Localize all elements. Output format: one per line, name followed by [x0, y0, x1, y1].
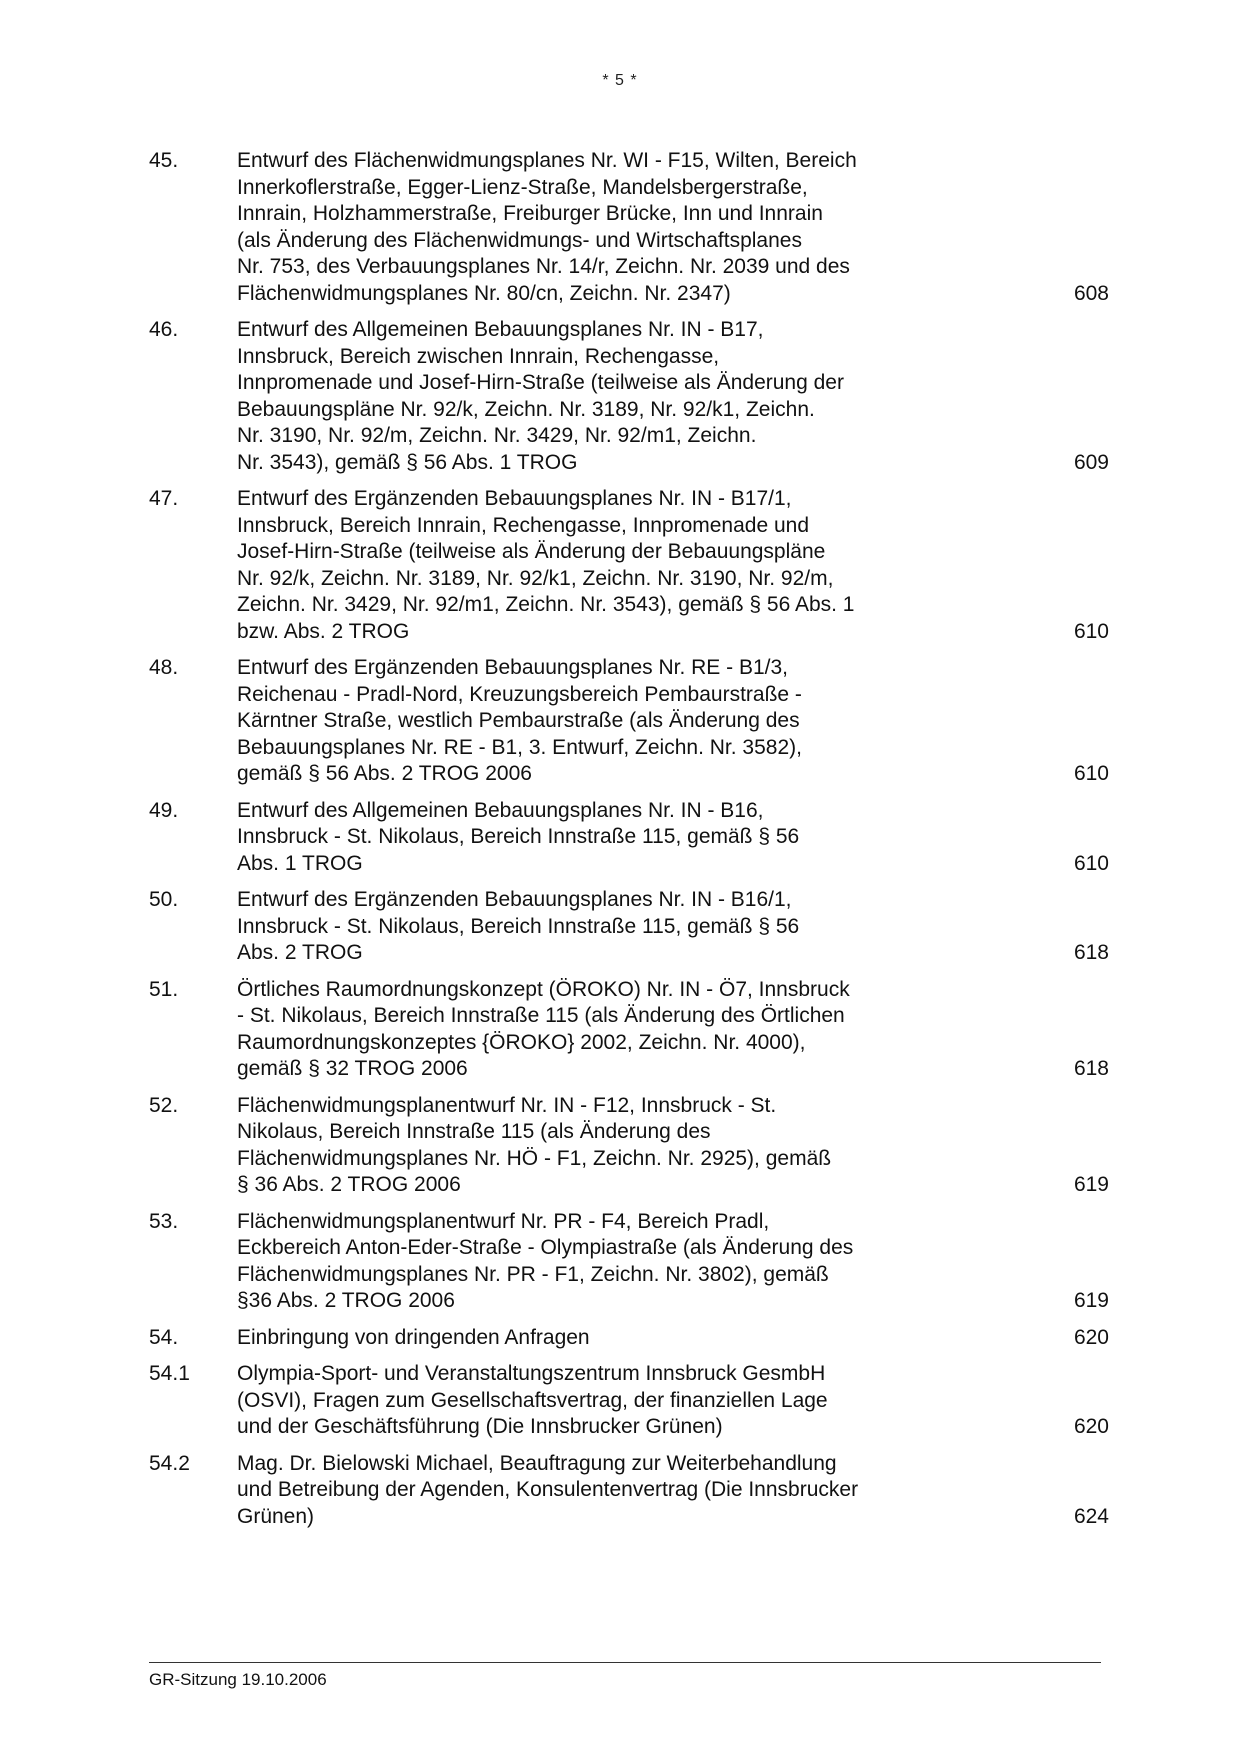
toc-entry — [149, 1325, 1109, 1352]
entry-text: Entwurf des Allgemeinen Bebauungsplanes Nr. IN - B16, Innsbruck - St. Nikolaus, Bereich Innstraße 115, gemäß § 56 Abs. 1 TROG — [237, 798, 800, 875]
entry-page: 620 — [1073, 1415, 1109, 1438]
toc-entry — [149, 1209, 1109, 1315]
entry-page: 610 — [1073, 619, 1109, 643]
entry-page: 610 — [1073, 851, 1109, 875]
table-of-contents — [149, 148, 1109, 1540]
entry-text: Entwurf des Allgemeinen Bebauungsplanes Nr. IN - B17, Innsbruck, Bereich zwischen Innrain, Rechengasse, Innpromenade und Josef-Hirn-Straße (teilweise als Änderung der Bebauungspläne Nr. 92/k, Zeichn. Nr. 3189, Nr. 92/k1, Zeichn. Nr. 3190, Nr. 92/m, Zeichn. Nr. 3429, Nr. 92/m1, Zeichn. Nr. 3543), gemäß § 56 Abs. 1 TROG — [237, 318, 844, 474]
entry-text: Einbringung von dringenden Anfragen — [237, 1325, 590, 1349]
entry-text: Entwurf des Flächenwidmungsplanes Nr. WI - F15, Wilten, Bereich Innerkoflerstraße, Egger-Lienz-Straße, Mandelsbergerstraße, Innrain, Holzhammerstraße, Freiburger Brücke, Inn und Innrain (als Änderung des Flächenwidmungs- und Wirtschaftsplanes Nr. 753, des Verbauungsplanes Nr. 14/r, Zeichn. Nr. 2039 und des Flächenwidmungsplanes Nr. 80/cn, Zeichn. Nr. 2347) — [237, 149, 857, 305]
entry-number: 48. — [149, 656, 179, 679]
entry-page: 624 — [1073, 1504, 1109, 1528]
toc-entry — [149, 977, 1109, 1083]
toc-entry — [149, 1361, 1109, 1441]
toc-entry — [149, 148, 1109, 307]
toc-entry — [149, 655, 1109, 788]
entry-number: 54.1 — [149, 1362, 190, 1385]
entry-number: 45. — [149, 149, 179, 172]
entry-number: 53. — [149, 1209, 179, 1233]
entry-number: 54. — [149, 1325, 179, 1349]
page-number: * 5 * — [602, 72, 638, 89]
entry-page: 608 — [1073, 281, 1109, 305]
entry-page: 618 — [1073, 1057, 1109, 1080]
entry-page: 618 — [1073, 941, 1109, 964]
entry-text: Flächenwidmungsplanentwurf Nr. IN - F12, Innsbruck - St. Nikolaus, Bereich Innstraße 115 (als Änderung des Flächenwidmungsplanes Nr. HÖ - F1, Zeichn. Nr. 2925), gemäß § 36 Abs. 2 TROG 2006 — [237, 1093, 832, 1196]
entry-text: Entwurf des Ergänzenden Bebauungsplanes Nr. RE - B1/3, Reichenau - Pradl-Nord, Kreuzungsbereich Pembaurstraße - Kärntner Straße, westlich Pembaurstraße (als Änderung des Bebauungsplanes Nr. RE - B1, 3. Entwurf, Zeichn. Nr. 3582), gemäß § 56 Abs. 2 TROG 2006 — [237, 656, 802, 785]
entry-number: 54.2 — [149, 1451, 190, 1475]
entry-number: 49. — [149, 798, 179, 822]
toc-entry — [149, 798, 1109, 878]
entry-number: 46. — [149, 318, 179, 341]
entry-text: Entwurf des Ergänzenden Bebauungsplanes Nr. IN - B17/1, Innsbruck, Bereich Innrain, Rechengasse, Innpromenade und Josef-Hirn-Straße (teilweise als Änderung der Bebauungspläne Nr. 92/k, Zeichn. Nr. 3189, Nr. 92/k1, Zeichn. Nr. 3190, Nr. 92/m, Zeichn. Nr. 3429, Nr. 92/m1, Zeichn. Nr. 3543), gemäß § 56 Abs. 1 bzw. Abs. 2 TROG — [237, 487, 855, 643]
toc-entry — [149, 1093, 1109, 1199]
entry-page: 610 — [1073, 762, 1109, 785]
entry-page: 619 — [1073, 1173, 1109, 1196]
toc-entry — [149, 486, 1109, 645]
entry-number: 52. — [149, 1093, 179, 1117]
entry-page: 620 — [1073, 1325, 1109, 1349]
entry-page: 609 — [1073, 450, 1109, 474]
entry-text: Mag. Dr. Bielowski Michael, Beauftragung zur Weiterbehandlung und Betreibung der Agenden, Konsulentenvertrag (Die Innsbrucker Grünen) — [237, 1451, 859, 1528]
footer-divider — [149, 1662, 1101, 1663]
entry-number: 51. — [149, 977, 179, 1001]
toc-entry — [149, 317, 1109, 476]
entry-number: 47. — [149, 487, 179, 510]
entry-text: Flächenwidmungsplanentwurf Nr. PR - F4, Bereich Pradl, Eckbereich Anton-Eder-Straße - Olympiastraße (als Änderung des Flächenwidmungsplanes Nr. PR - F1, Zeichn. Nr. 3802), gemäß §36 Abs. 2 TROG 2006 — [237, 1209, 854, 1312]
toc-entry — [149, 887, 1109, 967]
entry-text: Olympia-Sport- und Veranstaltungszentrum Innsbruck GesmbH (OSVI), Fragen zum Gesellschaftsvertrag, der finanziellen Lage und der Geschäftsführung (Die Innsbrucker Grünen) — [237, 1362, 828, 1438]
footer-text: GR-Sitzung 19.10.2006 — [149, 1670, 327, 1689]
entry-text: Entwurf des Ergänzenden Bebauungsplanes Nr. IN - B16/1, Innsbruck - St. Nikolaus, Bereich Innstraße 115, gemäß § 56 Abs. 2 TROG — [237, 888, 800, 964]
entry-text: Örtliches Raumordnungskonzept (ÖROKO) Nr. IN - Ö7, Innsbruck - St. Nikolaus, Bereich Innstraße 115 (als Änderung des Örtlichen Raumordnungskonzeptes {ÖROKO} 2002, Zeichn. Nr. 4000), gemäß § 32 TROG 2006 — [237, 977, 850, 1080]
entry-page: 619 — [1073, 1289, 1109, 1312]
toc-entry — [149, 1451, 1109, 1531]
entry-number: 50. — [149, 888, 179, 911]
